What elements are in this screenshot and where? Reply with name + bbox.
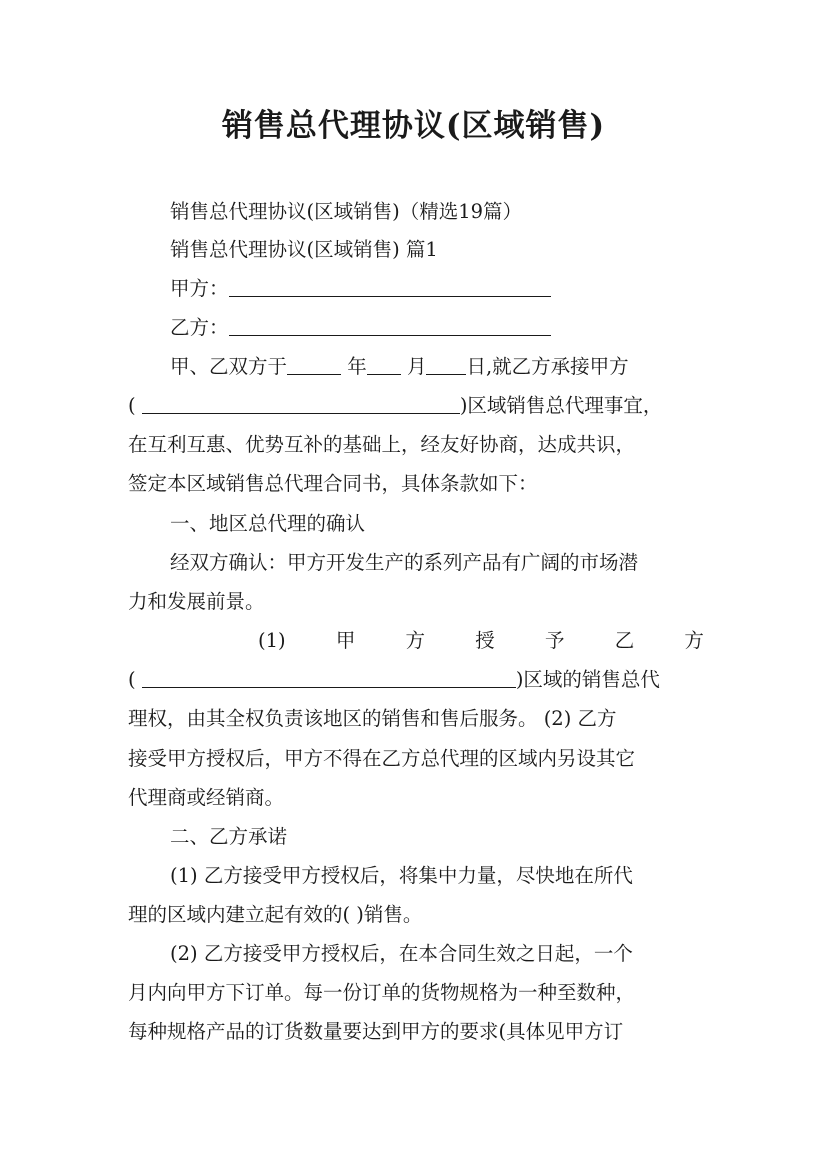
region-blank (142, 393, 460, 414)
document-title: 销售总代理协议(区域销售) (221, 108, 606, 144)
para2-line-5: 代理商或经销商。 (128, 786, 285, 809)
heading-1: 一、地区总代理的确认 (170, 512, 366, 535)
para2-line-4: 接受甲方授权后，甲方不得在乙方总代理的区域内另设其它 (128, 747, 636, 770)
spaced-char: 甲 (335, 629, 356, 652)
spaced-char: 予 (544, 629, 565, 652)
year-blank (287, 354, 341, 375)
para2-text: )区域的销售总代 (515, 668, 660, 691)
para2-line-2 (128, 666, 708, 694)
para3-line-2: 理的区域内建立起有效的( )销售。 (128, 903, 423, 926)
month-blank (367, 354, 401, 375)
para2-line-3: 理权，由其全权负责该地区的销售和售后服务。 (2) 乙方 (128, 707, 617, 730)
party-b-line (170, 314, 708, 342)
party-a-blank (229, 276, 551, 297)
spaced-char: 方 (405, 629, 426, 652)
spaced-char: 乙 (614, 629, 635, 652)
item-number: (1) (258, 629, 286, 652)
intro-text: )区域销售总代理事宜， (459, 394, 663, 417)
region-blank (142, 667, 516, 688)
para4-line-1: (2) 乙方接受甲方授权后，在本合同生效之日起，一个 (170, 942, 633, 965)
intro-line-4: 签定本区域销售总代理合同书，具体条款如下： (128, 472, 538, 495)
day-blank (426, 354, 466, 375)
para1-line-1: 经双方确认：甲方开发生产的系列产品有广阔的市场潜 (170, 551, 639, 574)
section-title: 销售总代理协议(区域销售) 篇1 (170, 238, 438, 261)
intro-text: 日,就乙方承接甲方 (466, 355, 629, 378)
party-a-label: 甲方： (170, 277, 229, 300)
intro-line-1 (170, 353, 708, 381)
paren-open: ( (128, 394, 136, 417)
party-b-label: 乙方： (170, 316, 229, 339)
spaced-char: 方 (684, 629, 704, 652)
heading-2: 二、乙方承诺 (170, 825, 288, 848)
intro-text: 甲、乙双方于 (170, 355, 288, 378)
para4-line-3: 每种规格产品的订货数量要达到甲方的要求(具体见甲方订 (128, 1020, 624, 1043)
para4-line-2: 月内向甲方下订单。每一份订单的货物规格为一种至数种， (128, 981, 636, 1004)
paren-open: ( (128, 668, 136, 691)
subtitle: 销售总代理协议(区域销售)（精选19篇） (170, 200, 523, 223)
party-a-line (170, 275, 708, 303)
intro-line-2 (128, 392, 708, 420)
para1-line-2: 力和发展前景。 (128, 590, 265, 613)
intro-line-3: 在互利互惠、优势互补的基础上，经友好协商，达成共识， (128, 433, 636, 456)
spaced-char: 授 (475, 629, 495, 652)
month-label: 月 (406, 355, 427, 378)
para3-line-1: (1) 乙方接受甲方授权后，将集中力量，尽快地在所代 (170, 864, 633, 887)
year-label: 年 (347, 355, 367, 378)
para2-line-1 (258, 627, 704, 655)
party-b-blank (229, 315, 551, 336)
